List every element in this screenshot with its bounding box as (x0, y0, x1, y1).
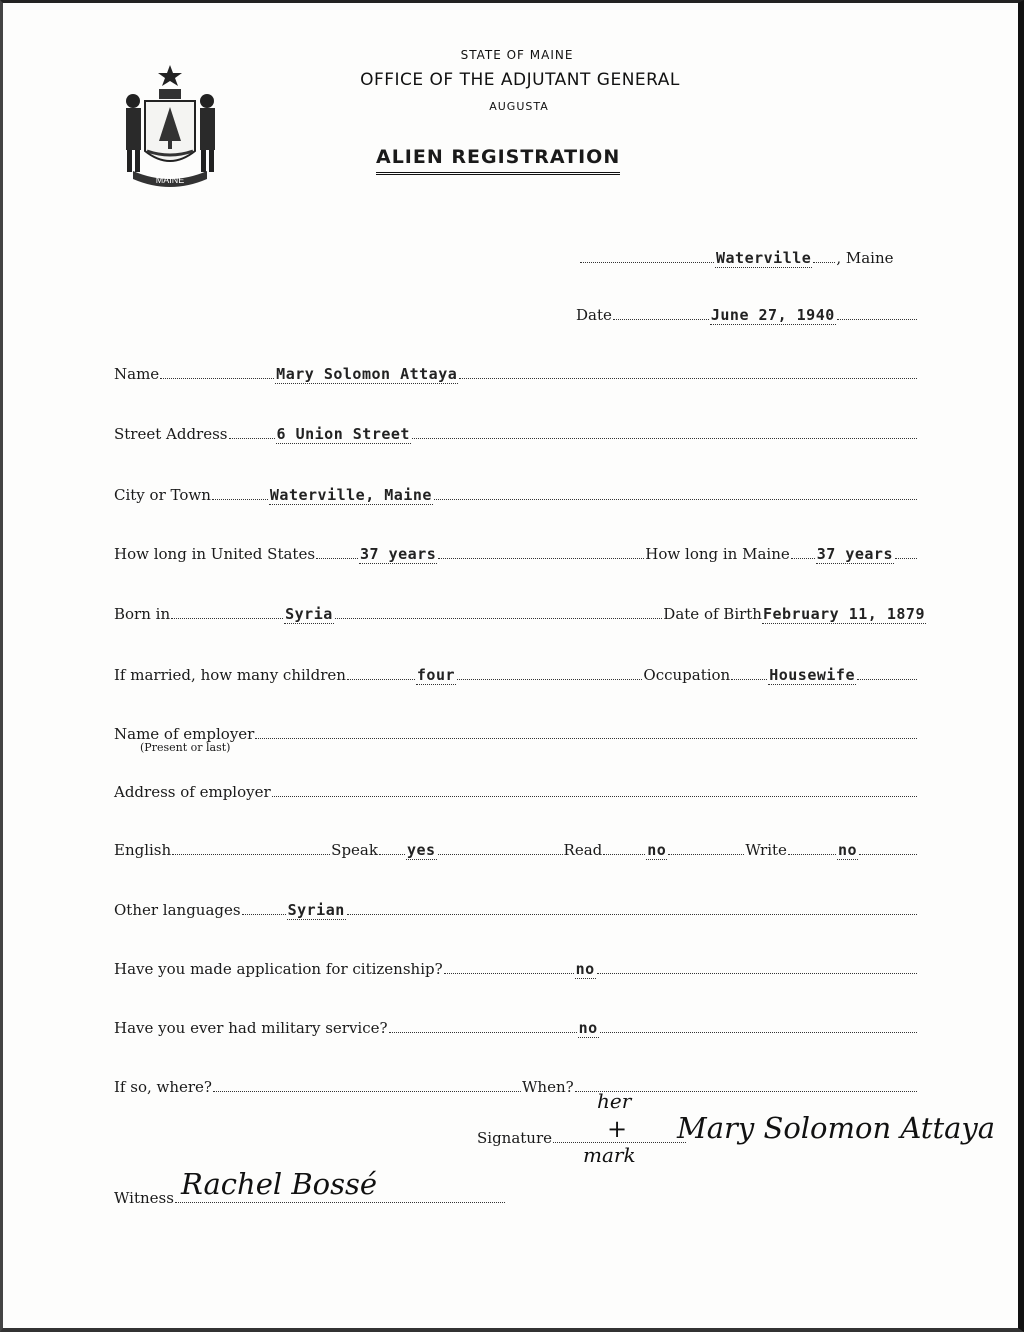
employer-address-row (114, 783, 918, 801)
name-value: Mary Solomon Attaya (276, 365, 458, 383)
city-heading: AUGUSTA (489, 100, 549, 113)
street-row (114, 425, 918, 444)
place-value: Waterville (716, 249, 812, 267)
witness-signature: Rachel Bossé (181, 1167, 378, 1201)
name-label: Name (114, 365, 160, 383)
where-row (114, 1078, 918, 1096)
signature-row (477, 1129, 687, 1147)
employer-name-label: Name of employer (Present or last) (114, 725, 255, 754)
dob-value: February 11, 1879 (762, 605, 925, 623)
employer-name-sublabel: (Present or last) (140, 741, 231, 754)
read-value: no (647, 841, 667, 859)
military-label: Have you ever had military service? (114, 1019, 388, 1037)
military-value: no (578, 1019, 598, 1037)
signature-mark-cross: + (607, 1115, 628, 1143)
city-value: Waterville, Maine (269, 486, 432, 504)
witness-label: Witness (114, 1189, 174, 1207)
signature-value: Mary Solomon Attaya (677, 1111, 996, 1145)
street-label: Street Address (114, 425, 228, 443)
signature-mark-bottom: mark (583, 1143, 636, 1167)
read-label: Read (563, 841, 603, 859)
signature-label: Signature (477, 1129, 553, 1147)
citizenship-value: no (575, 960, 595, 978)
seal-banner-text: MAINE (155, 175, 185, 185)
military-row (114, 1019, 918, 1038)
date-row (576, 306, 918, 325)
children-value: four (416, 666, 456, 684)
occupation-label: Occupation (643, 666, 731, 684)
office-heading: OFFICE OF THE ADJUTANT GENERAL (360, 70, 680, 90)
born-value: Syria (285, 605, 333, 623)
other-languages-value: Syrian (287, 901, 345, 919)
where-label: If so, where? (114, 1078, 212, 1096)
occupation-value: Housewife (769, 666, 855, 684)
date-label: Date (576, 306, 612, 324)
write-value: no (837, 841, 857, 859)
name-row (114, 365, 918, 384)
citizenship-row (114, 960, 918, 979)
maine-duration-value: 37 years (816, 545, 893, 563)
us-duration-value: 37 years (360, 545, 437, 563)
street-value: 6 Union Street (276, 425, 410, 443)
place-row (579, 249, 919, 268)
born-label: Born in (114, 605, 171, 623)
english-row (114, 841, 918, 860)
dob-label: Date of Birth (663, 605, 762, 623)
other-languages-label: Other languages (114, 901, 241, 919)
place-suffix: , Maine (836, 249, 894, 267)
city-row (114, 486, 918, 505)
speak-value: yes (406, 841, 436, 859)
citizenship-label: Have you made application for citizenship? (114, 960, 443, 978)
speak-label: Speak (331, 841, 378, 859)
family-row (114, 666, 918, 685)
date-value: June 27, 1940 (710, 306, 835, 324)
us-duration-label: How long in United States (114, 545, 316, 563)
birth-row (114, 605, 926, 624)
children-label: If married, how many children (114, 666, 346, 684)
city-label: City or Town (114, 486, 211, 504)
english-label: English (114, 841, 172, 859)
signature-mark-top: her (597, 1089, 632, 1113)
write-label: Write (745, 841, 787, 859)
residence-row (114, 545, 918, 564)
state-heading: STATE OF MAINE (460, 48, 574, 62)
when-label: When? (521, 1078, 574, 1096)
form-title: ALIEN REGISTRATION (376, 146, 620, 175)
employer-name-row (114, 725, 918, 754)
maine-duration-label: How long in Maine (645, 545, 790, 563)
other-languages-row (114, 901, 918, 920)
employer-address-label: Address of employer (114, 783, 271, 801)
